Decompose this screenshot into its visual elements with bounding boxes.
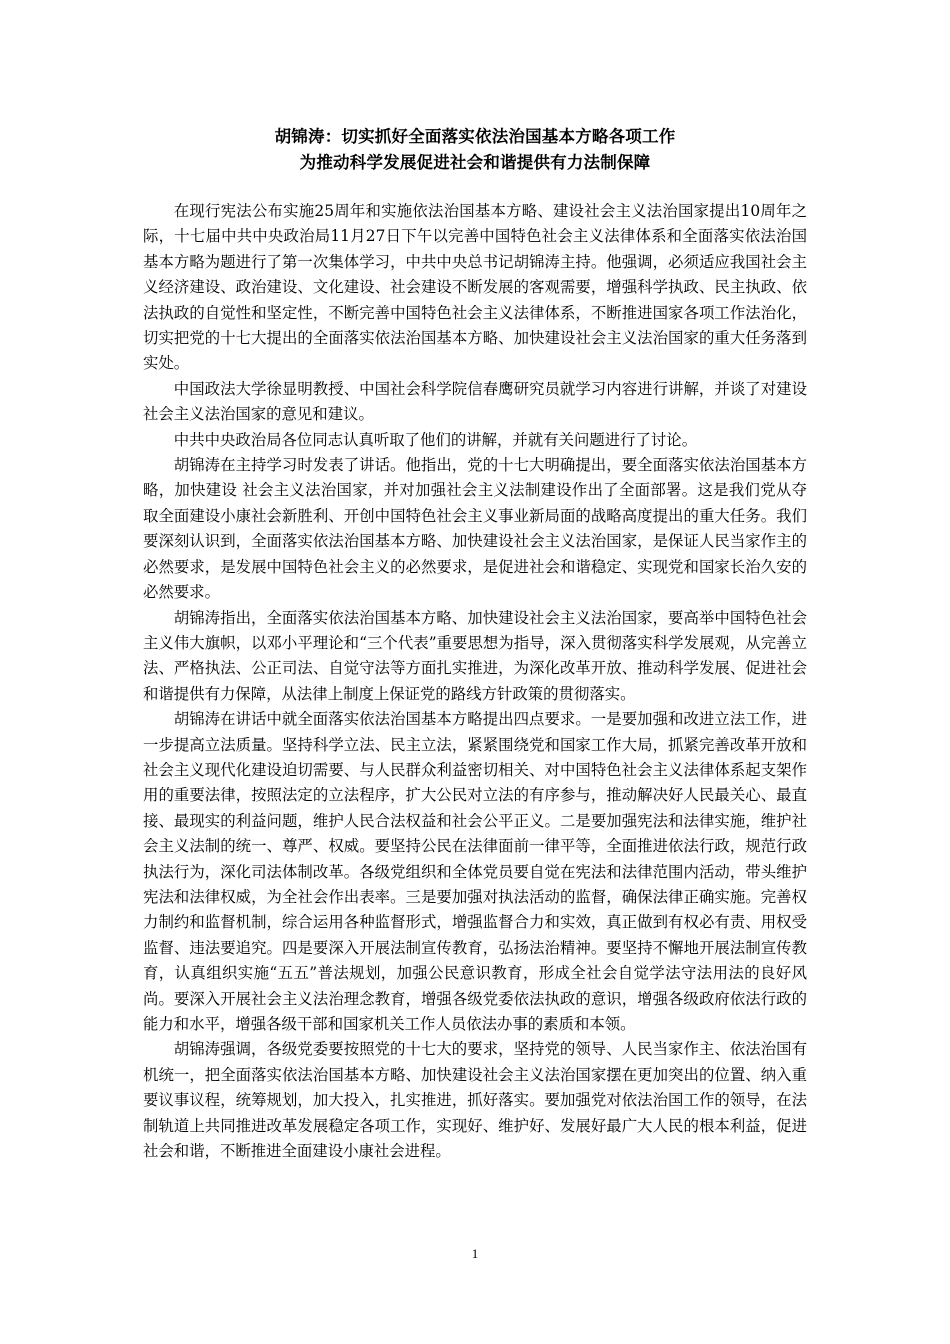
paragraph-6: 胡锦涛在讲话中就全面落实依法治国基本方略提出四点要求。一是要加强和改进立法工作，进一步提高立法质量。坚持科学立法、民主立法，紧紧围绕党和国家工作大局，抓紧完善改革开放和社会主义现代化建设迫切需要、与人民群众利益密切相关、对中国特色社会主义法律体系起支架作用的重要法律，按照法定的立法程序，扩大公民对立法的有序参与，推动解决好人民最关心、最直接、最现实的利益问题，维护人民合法权益和社会公平正义。二是要加强宪法和法律实施，维护社会主义法制的统一、尊严、权威。要坚持公民在法律面前一律平等，全面推进依法行政，规范行政执法行为，深化司法体制改革。各级党组织和全体党员要自觉在宪法和法律范围内活动，带头维护宪法和法律权威，为全社会作出表率。三是要加强对执法活动的监督，确保法律正确实施。完善权力制约和监督机制，综合运用各种监督形式，增强监督合力和实效，真正做到有权必有责、用权受监督、违法要追究。四是要深入开展法制宣传教育，弘扬法治精神。要坚持不懈地开展法制宣传教育，认真组织实施“五五”普法规划，加强公民意识教育，形成全社会自觉学法守法用法的良好风尚。要深入开展社会主义法治理念教育，增强各级党委依法执政的意识，增强各级政府依法行政的能力和水平，增强各级干部和国家机关工作人员依法办事的素质和本领。 <box>143 710 807 1033</box>
article-body <box>143 199 807 1164</box>
title-line-1: 胡锦涛：切实抓好全面落实依法治国基本方略各项工作 <box>274 127 676 146</box>
document-title <box>143 124 807 176</box>
title-line-2: 为推动科学发展促进社会和谐提供有力法制保障 <box>299 153 651 172</box>
paragraph-1: 在现行宪法公布实施25周年和实施依法治国基本方略、建设社会主义法治国家提出10周年之际，十七届中共中央政治局11月27日下午以完善中国特色社会主义法律体系和全面落实依法治国基本方略为题进行了第一次集体学习，中共中央总书记胡锦涛主持。他强调，必须适应我国社会主义经济建设、政治建设、文化建设、社会建设不断发展的客观需要，增强科学执政、民主执政、依法执政的自觉性和坚定性，不断完善中国特色社会主义法律体系，不断推进国家各项工作法治化，切实把党的十七大提出的全面落实依法治国基本方略、加快建设社会主义法治国家的重大任务落到实处。 <box>143 202 807 373</box>
paragraph-2: 中国政法大学徐显明教授、中国社会科学院信春鹰研究员就学习内容进行讲解，并谈了对建设社会主义法治国家的意见和建议。 <box>143 379 807 424</box>
paragraph-3: 中共中央政治局各位同志认真听取了他们的讲解，并就有关问题进行了讨论。 <box>173 430 698 449</box>
paragraph-4: 胡锦涛在主持学习时发表了讲话。他指出，党的十七大明确提出，要全面落实依法治国基本方略，加快建设 社会主义法治国家，并对加强社会主义法制建设作出了全面部署。这是我们党从夺取全面建设小康社会新胜利、开创中国特色社会主义事业新局面的战略高度提出的重大任务。我们要深刻认识到，全面落实依法治国基本方略、加快建设社会主义法治国家，是保证人民当家作主的必然要求，是发展中国特色社会主义的必然要求，是促进社会和谐稳定、实现党和国家长治久安的必然要求。 <box>143 456 807 602</box>
paragraph-5: 胡锦涛指出，全面落实依法治国基本方略、加快建设社会主义法治国家，要高举中国特色社会主义伟大旗帜，以邓小平理论和“三个代表”重要思想为指导，深入贯彻落实科学发展观，从完善立法、严格执法、公正司法、自觉守法等方面扎实推进，为深化改革开放、推动科学发展、促进社会和谐提供有力保障，从法律上制度上保证党的路线方针政策的贯彻落实。 <box>143 608 807 703</box>
paragraph-7: 胡锦涛强调，各级党委要按照党的十七大的要求，坚持党的领导、人民当家作主、依法治国有机统一，把全面落实依法治国基本方略、加快建设社会主义法治国家摆在更加突出的位置、纳入重要议事议程，统筹规划，加大投入，扎实推进，抓好落实。要加强党对依法治国工作的领导，在法制轨道上共同推进改革发展稳定各项工作，实现好、维护好、发展好最广大人民的根本利益，促进社会和谐，不断推进全面建设小康社会进程。 <box>143 1040 807 1161</box>
page-number: 1 <box>471 1246 479 1261</box>
